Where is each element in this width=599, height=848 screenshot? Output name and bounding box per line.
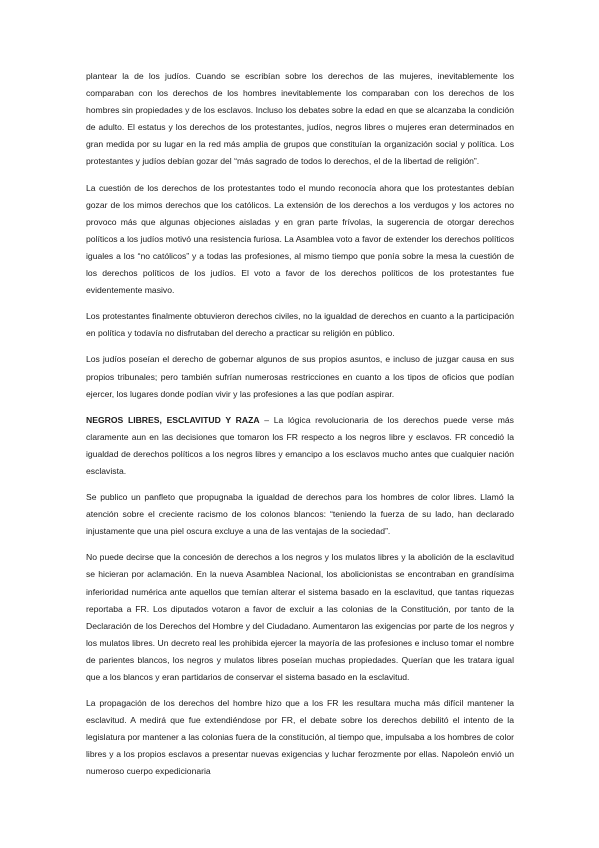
paragraph: Los protestantes finalmente obtuvieron derechos civiles, no la igualdad de derechos en cuanto a la participación en política y todavía no disfrutaban del derecho a practicar su religión en público.: [86, 311, 514, 339]
heading-dash: –: [259, 414, 274, 425]
paragraph: La propagación de los derechos del hombre hizo que a los FR les resultara mucha más difícil mantener la esclavitud. A medirá que fue extendiéndose por FR, el debate sobre los derechos debilitó el intento de la legislatura por mantener a las colonias fuera de la constitución, al tiempo que, impulsaba a los hombres de color libres y a los propios esclavos a presentar nuevas exigencias y luchar ferozmente por ellas. Napoleón envió un numeroso cuerpo expedicionaria: [86, 698, 514, 777]
paragraph: La cuestión de los derechos de los protestantes todo el mundo reconocía ahora que los protestantes debían gozar de los mimos derechos que los católicos. La extensión de los derechos a los verdugos y los actores no provoco más que algunas objeciones aisladas y en gran parte frívolas, la sugerencia de otorgar derechos políticos a los judíos motivó una resistencia furiosa. La Asamblea voto a favor de extender los derechos políticos iguales a los “no católicos” y a todas las profesiones, al mismo tiempo que ponía sobre la mesa la cuestión de los derechos políticos de los judíos. El voto a favor de los derechos políticos de los protestantes fue evidentemente masivo.: [86, 182, 515, 296]
paragraph: No puede decirse que la concesión de derechos a los negros y los mulatos libres y la abolición de la esclavitud se hicieran por aclamación. En la nueva Asamblea Nacional, los abolicionistas se encontraban en grandísima inferioridad numérica ante aquellos que temían alterar el sistema basado en la esclavitud, que tantas riquezas reportaba a FR. Los diputados votaron a favor de excluir a las colonias de la Constitución, por tanto de la Declaración de los Derechos del Hombre y del Ciudadano. Aumentaron las exigencias por parte de los negros y los mulatos libres. Un decreto real les prohibida ejercer la mayoría de las profesiones e incluso tomar el nombre de parientes blancos, los negros y mulatos libres poseían muchas propiedades. Querían que les tratara igual que a los blancos y eran partidarios de conservar el sistema basado en la esclavitud.: [86, 552, 514, 682]
section-heading: NEGROS LIBRES, ESCLAVITUD Y RAZA: [86, 414, 260, 425]
section-paragraph: [86, 412, 514, 480]
section-text: La lógica revolucionaria de los derechos puede verse más claramente aun en las decisiones que tomaron los FR respecto a los negros libre y esclavos. FR concedió la igualdad de derechos políticos a los negros libres y emancipo a los esclavos mucho antes que cualquier nación esclavista.: [86, 414, 514, 476]
paragraph: Se publico un panfleto que propugnaba la igualdad de derechos para los hombres de color libres. Llamó la atención sobre el creciente racismo de los colonos blancos: “teniendo la fuerza de su lado, han declarado injustamente que una piel oscura excluye a una de las ventajas de la sociedad”.: [86, 492, 514, 537]
paragraph: Los judíos poseían el derecho de gobernar algunos de sus propios asuntos, e incluso de juzgar causa en sus propios tribunales; pero también sufrían numerosas restricciones en cuanto a los tipos de oficios que podían ejercer, los lugares donde podían vivir y las profesiones a las que podían aspirar.: [86, 354, 514, 399]
paragraph: plantear la de los judíos. Cuando se escribían sobre los derechos de las mujeres, inevitablemente los comparaban con los derechos de los hombres inevitablemente los comparaban con los derechos de los hombres sin propiedades y de los esclavos. Incluso los debates sobre la edad en que se alcanzaba la condición de adulto. El estatus y los derechos de los protestantes, judíos, negros libres o mujeres eran determinados en gran medida por su lugar en la red más amplia de grupos que constituían la organización social y política. Los protestantes y judíos debían gozar del “más sagrado de todos lo derechos, el de la libertad de religión”.: [86, 71, 514, 167]
